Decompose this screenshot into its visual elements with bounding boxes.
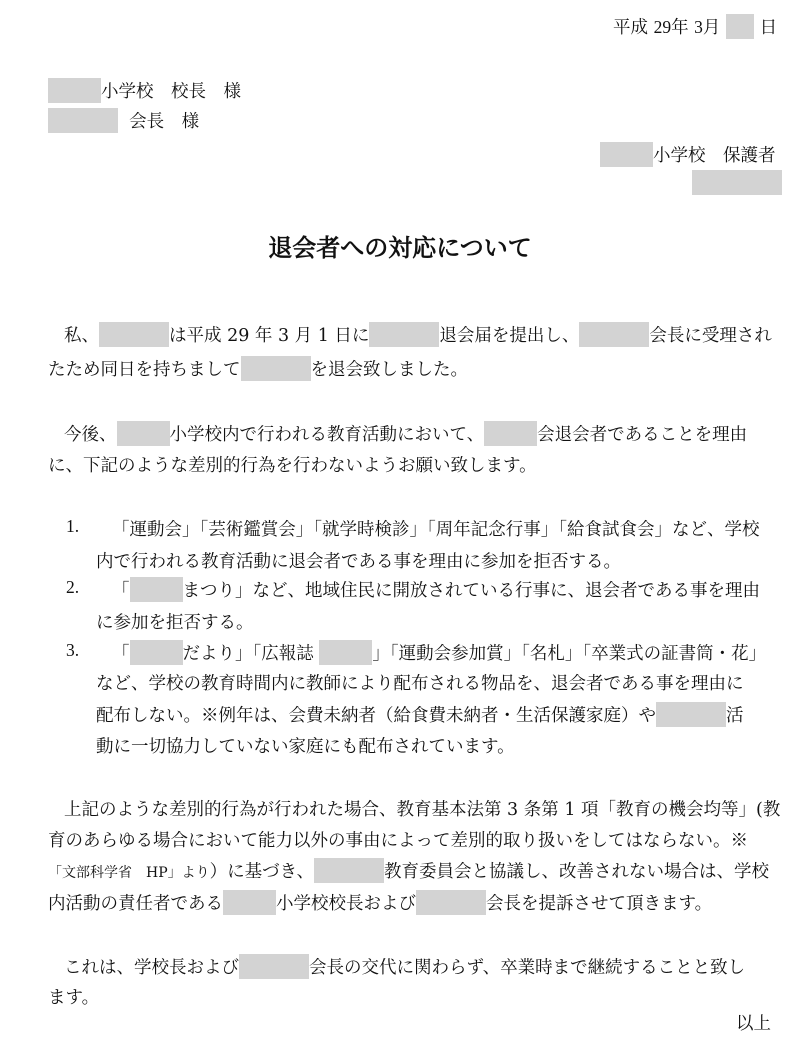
list-item-3-text-a: 「 bbox=[112, 644, 130, 664]
list-item-3-line4: 動に一切協力していない家庭にも配布されています。 bbox=[96, 737, 515, 757]
para2-line1 bbox=[64, 421, 747, 446]
redacted-association-4 bbox=[656, 702, 726, 727]
list-item-3-text-d: 配布しない。※例年は、会費未納者（給食費未納者・生活保護家庭）や bbox=[96, 706, 656, 726]
date-era: 平成 bbox=[613, 18, 648, 38]
para1-text-a: 私、 bbox=[64, 326, 99, 346]
para1-text-b: は平成 29 年 3 月 1 日に bbox=[169, 326, 370, 346]
para2-line2: に、下記のような差別的行為を行わないようお願い致します。 bbox=[48, 456, 537, 476]
para4-text-a: これは、学校長および bbox=[64, 958, 239, 978]
redacted-newsletter-name bbox=[130, 640, 183, 665]
redacted-association-1 bbox=[369, 322, 439, 347]
redacted-chair-name bbox=[579, 322, 649, 347]
list-item-3-text-e: 活 bbox=[726, 706, 744, 726]
list-item-2-text-b: まつり」など、地域住民に開放されている行事に、退会者である事を理由 bbox=[182, 581, 760, 601]
para1-text-c: 退会届を提出し、 bbox=[439, 326, 580, 346]
redacted-city-name bbox=[314, 858, 384, 883]
list-item-2-text-a: 「 bbox=[112, 581, 130, 601]
closing-mark: 以上 bbox=[736, 1014, 771, 1034]
list-item-3-number: 3. bbox=[66, 640, 80, 660]
para3-text-c: 内活動の責任者である bbox=[48, 894, 223, 914]
para3-text-b: 教育委員会と協議し、改善されない場合は、学校 bbox=[383, 862, 769, 882]
sender-line bbox=[600, 142, 776, 167]
document-title: 退会者への対応について bbox=[268, 233, 532, 262]
redacted-author-name bbox=[99, 322, 169, 347]
redacted-bulletin-name bbox=[319, 640, 372, 665]
para3-source-note: 「文部科学省 HP」より bbox=[48, 865, 210, 881]
para3-line2: 育のあらゆる場合において能力以外の事由によって差別的取り扱いをしてはならない。※ bbox=[48, 831, 748, 851]
list-item-3-text-b: だより」「広報誌 bbox=[182, 644, 314, 664]
date-day-suffix: 日 bbox=[759, 18, 778, 38]
para3-text-e: 会長を提訴させて頂きます。 bbox=[486, 894, 713, 914]
para4-line1 bbox=[64, 954, 745, 979]
redacted-sender-name bbox=[692, 170, 782, 195]
para1-line2 bbox=[48, 356, 468, 381]
para1-line1 bbox=[64, 322, 772, 347]
redacted-association-3 bbox=[484, 421, 537, 446]
para3-text-a: ）に基づき、 bbox=[209, 862, 314, 882]
sender-label: 小学校 保護者 bbox=[653, 146, 776, 166]
para3-line3 bbox=[48, 858, 769, 883]
recipient-principal bbox=[48, 78, 241, 103]
list-item-3-text-c: 」「運動会参加賞」「名札」「卒業式の証書筒・花」 bbox=[372, 644, 767, 664]
para1-text-d: 会長に受理され bbox=[649, 326, 772, 346]
date-year: 29 bbox=[653, 17, 672, 37]
redacted-association-name bbox=[48, 108, 118, 133]
list-item-1-line2: 内で行われる教育活動に退会者である事を理由に参加を拒否する。 bbox=[96, 552, 621, 572]
para4-line2: ます。 bbox=[48, 988, 100, 1008]
para1-text-f: を退会致しました。 bbox=[310, 360, 468, 380]
para2-text-b: 小学校内で行われる教育活動において、 bbox=[169, 425, 485, 445]
recipient-chair-label: 会長 様 bbox=[129, 112, 200, 132]
redacted-school-name bbox=[48, 78, 101, 103]
redacted-school-3 bbox=[223, 890, 276, 915]
recipient-chair bbox=[48, 108, 199, 133]
date-month-suffix: 月 bbox=[702, 18, 721, 38]
para3-line1: 上記のような差別的行為が行われた場合、教育基本法第 3 条第 1 項「教育の機会均等」(教 bbox=[64, 800, 781, 820]
redacted-sender-school bbox=[600, 142, 653, 167]
document-date bbox=[613, 14, 777, 39]
date-year-suffix: 年 bbox=[671, 18, 689, 38]
redacted-school-2 bbox=[117, 421, 170, 446]
list-item-3-line2: など、学校の教育時間内に教師により配布される物品を、退会者である事を理由に bbox=[96, 674, 744, 694]
list-item-2-line2: に参加を拒否する。 bbox=[96, 613, 254, 633]
sender-name-line bbox=[692, 170, 782, 195]
list-item-3-line3 bbox=[96, 702, 744, 727]
list-item-1-number: 1. bbox=[66, 516, 80, 536]
date-month: 3 bbox=[694, 17, 703, 37]
redacted-day bbox=[726, 14, 754, 39]
list-item-2-line1 bbox=[112, 577, 760, 602]
redacted-association-2 bbox=[241, 356, 311, 381]
para1-text-e: たため同日を持ちまして bbox=[48, 360, 241, 380]
para2-text-a: 今後、 bbox=[64, 425, 117, 445]
para2-text-c: 会退会者であることを理由 bbox=[537, 425, 748, 445]
list-item-2-number: 2. bbox=[66, 577, 80, 597]
recipient-principal-label: 小学校 校長 様 bbox=[101, 82, 241, 102]
para3-text-d: 小学校校長および bbox=[276, 894, 416, 914]
list-item-3-line1 bbox=[112, 640, 766, 665]
redacted-association-6 bbox=[239, 954, 309, 979]
para4-text-b: 会長の交代に関わらず、卒業時まで継続することと致し bbox=[309, 958, 746, 978]
redacted-festival-name bbox=[130, 577, 183, 602]
redacted-association-5 bbox=[416, 890, 486, 915]
para3-line4 bbox=[48, 890, 712, 915]
list-item-1-line1: 「運動会」「芸術鑑賞会」「就学時検診」「周年記念行事」「給食試食会」など、学校 bbox=[112, 520, 760, 540]
